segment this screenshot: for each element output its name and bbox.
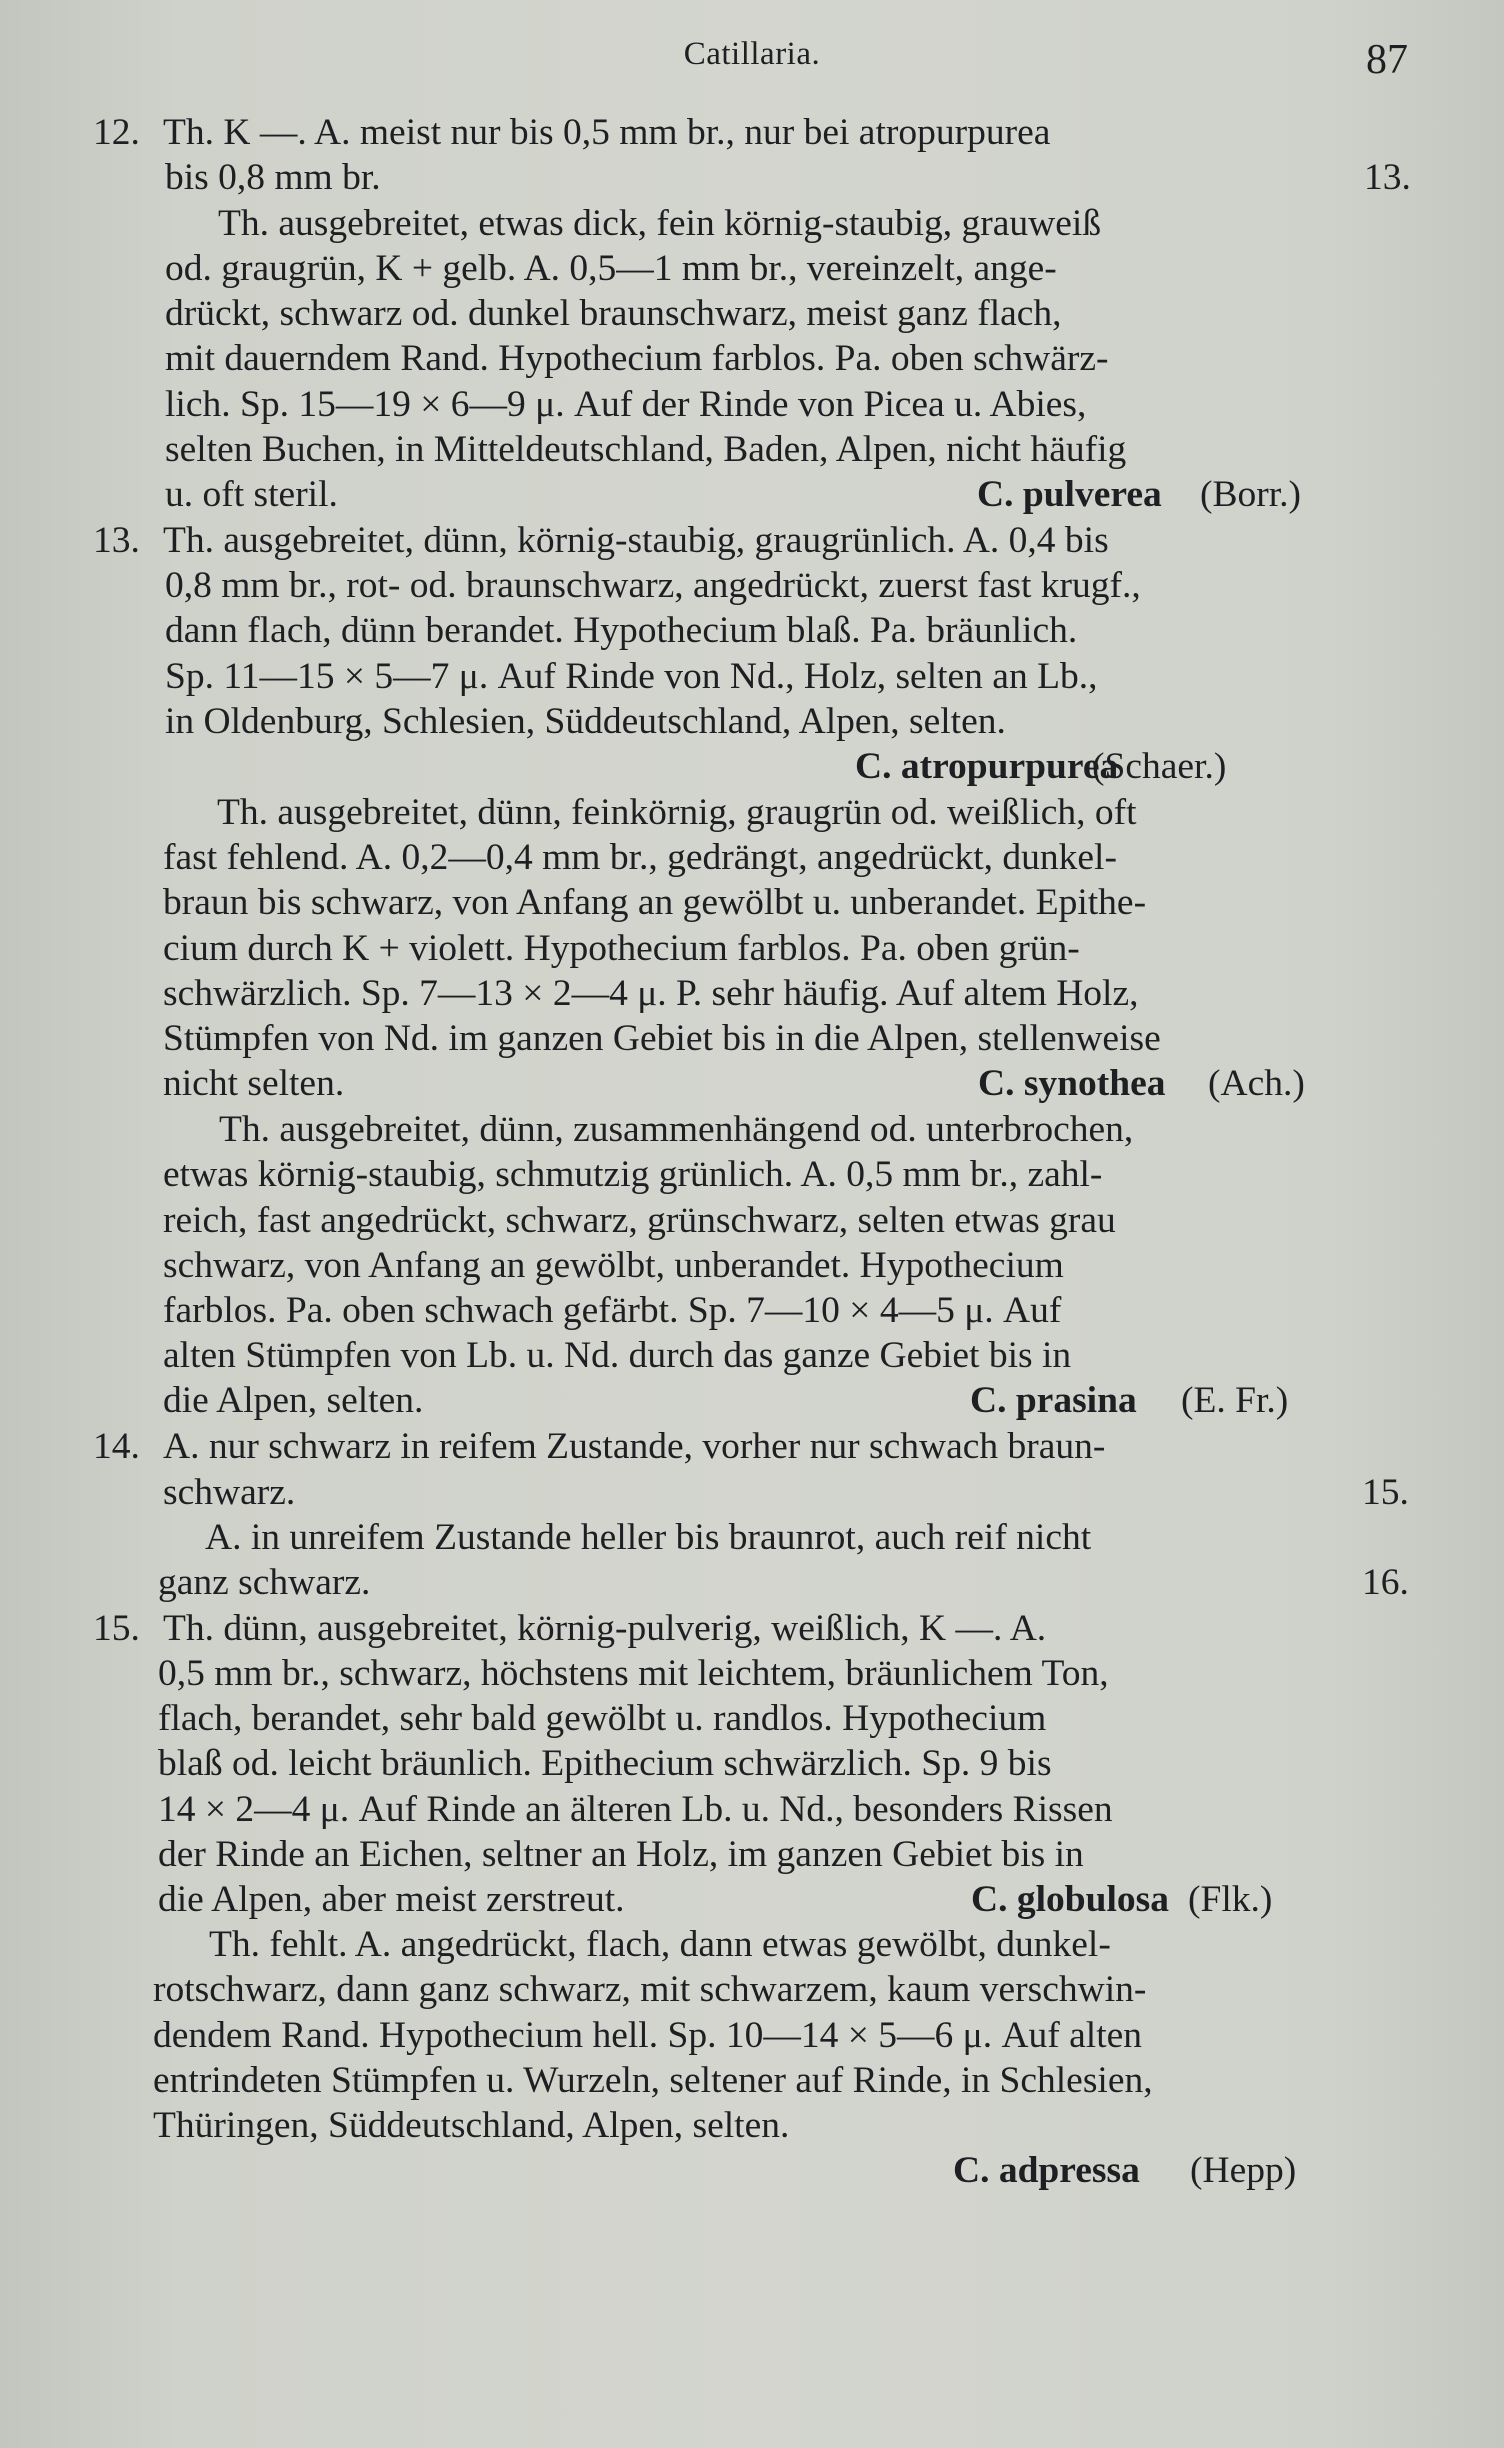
text-line [0, 110, 1504, 156]
line-text: fast fehlend. A. 0,2—0,4 mm br., gedrängt, angedrückt, dunkel- [163, 837, 1117, 878]
text-line [0, 336, 1504, 382]
text-line [0, 1741, 1504, 1787]
text-line [0, 835, 1504, 881]
line-text: u. oft steril. [165, 474, 338, 515]
text-line [0, 790, 1504, 836]
text-line [0, 2013, 1504, 2059]
species-author: (Schaer.) [1092, 746, 1227, 787]
text-line [0, 1696, 1504, 1742]
species-name: C. atropurpurea [855, 746, 1119, 787]
couplet-reference: 15. [1362, 1472, 1409, 1513]
line-text: od. graugrün, K + gelb. A. 0,5—1 mm br., vereinzelt, ange- [165, 248, 1057, 289]
text-line [0, 1832, 1504, 1878]
line-text: Th. ausgebreitet, dünn, körnig-staubig, graugrünlich. A. 0,4 bis [163, 520, 1109, 561]
species-author: (E. Fr.) [1181, 1380, 1289, 1421]
line-text: nicht selten. [163, 1063, 345, 1104]
line-text: der Rinde an Eichen, seltner an Holz, im ganzen Gebiet bis in [158, 1834, 1084, 1875]
text-line [0, 1606, 1504, 1652]
text-line [0, 699, 1504, 745]
text-line [0, 155, 1504, 201]
text-line [0, 246, 1504, 292]
line-text: in Oldenburg, Schlesien, Süddeutschland, Alpen, selten. [165, 701, 1006, 742]
line-text: 0,8 mm br., rot- od. braunschwarz, angedrückt, zuerst fast krugf., [165, 565, 1141, 606]
text-line [0, 1378, 1504, 1424]
line-text: 14 × 2—4 μ. Auf Rinde an älteren Lb. u. Nd., besonders Rissen [158, 1789, 1113, 1830]
line-text: bis 0,8 mm br. [165, 157, 381, 198]
line-text: die Alpen, selten. [163, 1380, 424, 1421]
line-text: Th. dünn, ausgebreitet, körnig-pulverig, weißlich, K —. A. [163, 1608, 1047, 1649]
text-line [0, 563, 1504, 609]
line-text: schwarz, von Anfang an gewölbt, unberandet. Hypothecium [163, 1245, 1064, 1286]
text-line [0, 1515, 1504, 1561]
line-text: Th. ausgebreitet, etwas dick, fein körnig-staubig, grauweiß [218, 203, 1102, 244]
page-number: 87 [1366, 37, 1408, 83]
line-text: farblos. Pa. oben schwach gefärbt. Sp. 7—10 × 4—5 μ. Auf [163, 1290, 1062, 1331]
line-text: rotschwarz, dann ganz schwarz, mit schwarzem, kaum verschwin- [153, 1969, 1147, 2010]
line-text: Th. K —. A. meist nur bis 0,5 mm br., nur bei atropurpurea [163, 112, 1051, 153]
line-text: reich, fast angedrückt, schwarz, grünschwarz, selten etwas grau [163, 1200, 1116, 1241]
text-line [0, 971, 1504, 1017]
line-text: mit dauerndem Rand. Hypothecium farblos. Pa. oben schwärz- [165, 338, 1109, 379]
line-text: ganz schwarz. [158, 1562, 371, 1603]
text-line [0, 382, 1504, 428]
couplet-number: 15. [93, 1608, 140, 1649]
line-text: flach, berandet, sehr bald gewölbt u. randlos. Hypothecium [158, 1698, 1047, 1739]
text-line [0, 744, 1504, 790]
line-text: etwas körnig-staubig, schmutzig grünlich. A. 0,5 mm br., zahl- [163, 1154, 1103, 1195]
text-line [0, 880, 1504, 926]
line-text: A. in unreifem Zustande heller bis braunrot, auch reif nicht [205, 1517, 1092, 1558]
line-text: Th. ausgebreitet, dünn, feinkörnig, graugrün od. weißlich, oft [217, 792, 1137, 833]
species-author: (Borr.) [1200, 474, 1302, 515]
text-line [0, 427, 1504, 473]
text-line [0, 1651, 1504, 1697]
line-text: braun bis schwarz, von Anfang an gewölbt u. unberandet. Epithe- [163, 882, 1147, 923]
line-text: A. nur schwarz in reifem Zustande, vorher nur schwach braun- [163, 1426, 1106, 1467]
line-text: Thüringen, Süddeutschland, Alpen, selten. [153, 2105, 790, 2146]
text-line [0, 1198, 1504, 1244]
text-line [0, 2058, 1504, 2104]
text-line [0, 291, 1504, 337]
species-name: C. prasina [970, 1380, 1137, 1421]
couplet-number: 14. [93, 1426, 140, 1467]
line-text: selten Buchen, in Mitteldeutschland, Baden, Alpen, nicht häufig [165, 429, 1127, 470]
line-text: Sp. 11—15 × 5—7 μ. Auf Rinde von Nd., Holz, selten an Lb., [165, 656, 1098, 697]
text-line [0, 1877, 1504, 1923]
species-name: C. synothea [978, 1063, 1166, 1104]
line-text: schwarz. [163, 1472, 296, 1513]
text-line [0, 1333, 1504, 1379]
text-line [0, 926, 1504, 972]
species-name: C. adpressa [953, 2150, 1140, 2191]
text-line [0, 472, 1504, 518]
text-line [0, 1922, 1504, 1968]
line-text: Th. ausgebreitet, dünn, zusammenhängend od. unterbrochen, [219, 1109, 1134, 1150]
line-text: dendem Rand. Hypothecium hell. Sp. 10—14 × 5—6 μ. Auf alten [153, 2015, 1143, 2056]
text-line [0, 1470, 1504, 1516]
line-text: dann flach, dünn berandet. Hypothecium blaß. Pa. bräunlich. [165, 610, 1078, 651]
text-line [0, 1787, 1504, 1833]
text-line [0, 2148, 1504, 2194]
line-text: 0,5 mm br., schwarz, höchstens mit leichtem, bräunlichem Ton, [158, 1653, 1109, 1694]
species-author: (Ach.) [1208, 1063, 1305, 1104]
couplet-reference: 16. [1362, 1562, 1409, 1603]
species-name: C. globulosa [971, 1879, 1169, 1920]
line-text: schwärzlich. Sp. 7—13 × 2—4 μ. P. sehr häufig. Auf altem Holz, [163, 973, 1139, 1014]
text-line [0, 2103, 1504, 2149]
running-header: Catillaria. [683, 36, 821, 72]
text-line [0, 1016, 1504, 1062]
text-line [0, 1560, 1504, 1606]
species-author: (Hepp) [1190, 2150, 1297, 2191]
line-text: Th. fehlt. A. angedrückt, flach, dann etwas gewölbt, dunkel- [209, 1924, 1111, 1965]
line-text: die Alpen, aber meist zerstreut. [158, 1879, 625, 1920]
line-text: drückt, schwarz od. dunkel braunschwarz, meist ganz flach, [165, 293, 1062, 334]
line-text: entrindeten Stümpfen u. Wurzeln, seltener auf Rinde, in Schlesien, [153, 2060, 1153, 2101]
line-text: lich. Sp. 15—19 × 6—9 μ. Auf der Rinde von Picea u. Abies, [165, 384, 1087, 425]
couplet-number: 13. [93, 520, 140, 561]
text-line [0, 1243, 1504, 1289]
couplet-reference: 13. [1364, 157, 1411, 198]
couplet-number: 12. [93, 112, 140, 153]
text-line [0, 201, 1504, 247]
text-line [0, 1424, 1504, 1470]
text-line [0, 518, 1504, 564]
text-line [0, 1967, 1504, 2013]
line-text: alten Stümpfen von Lb. u. Nd. durch das ganze Gebiet bis in [163, 1335, 1072, 1376]
text-line [0, 1152, 1504, 1198]
species-name: C. pulverea [977, 474, 1162, 515]
text-line [0, 1061, 1504, 1107]
line-text: Stümpfen von Nd. im ganzen Gebiet bis in die Alpen, stellenweise [163, 1018, 1161, 1059]
text-line [0, 654, 1504, 700]
line-text: blaß od. leicht bräunlich. Epithecium schwärzlich. Sp. 9 bis [158, 1743, 1052, 1784]
line-text: cium durch K + violett. Hypothecium farblos. Pa. oben grün- [163, 928, 1080, 969]
text-line [0, 1107, 1504, 1153]
text-line [0, 608, 1504, 654]
species-author: (Flk.) [1188, 1879, 1273, 1920]
text-line [0, 1288, 1504, 1334]
